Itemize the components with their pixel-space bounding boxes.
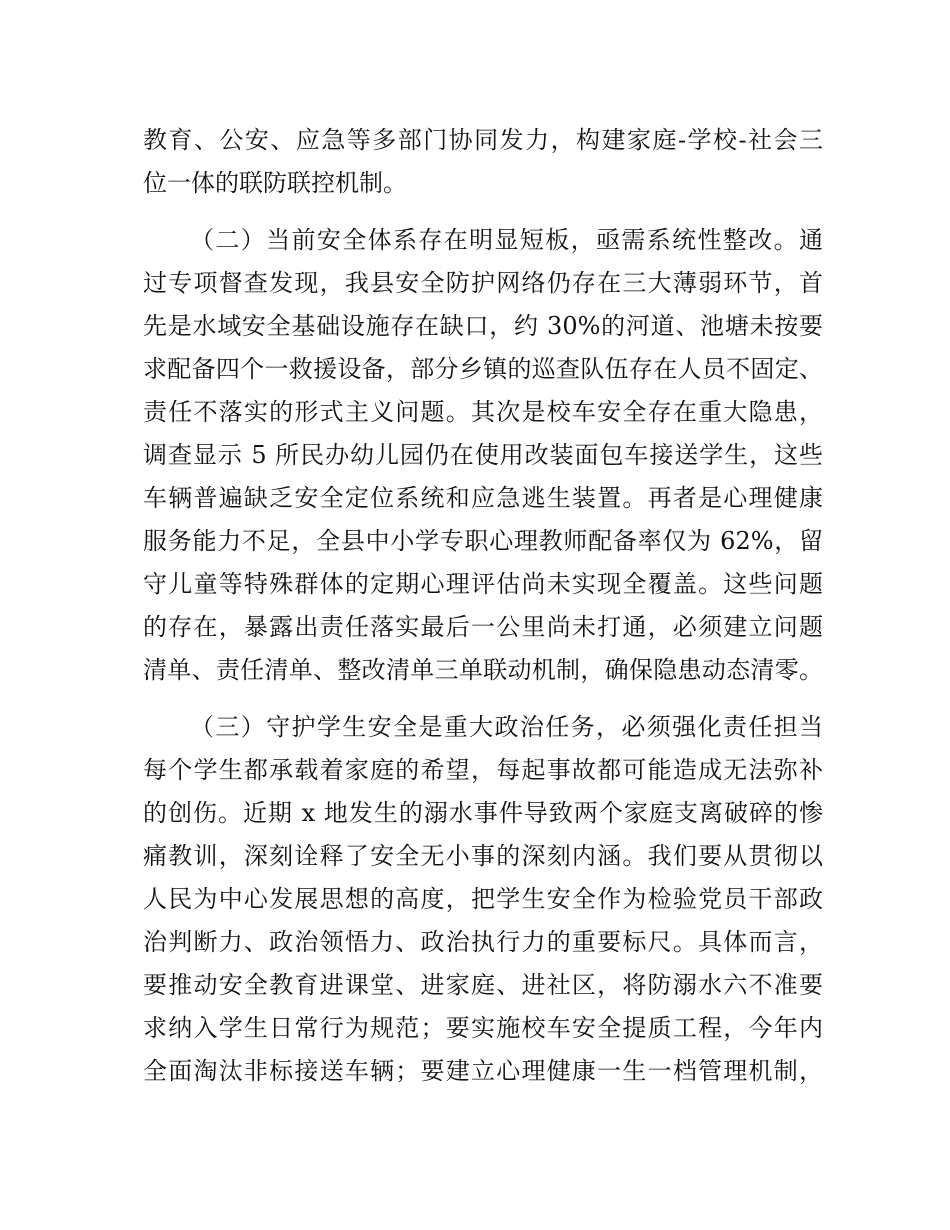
paragraph-line: 的创伤。近期 x 地发生的溺水事件导致两个家庭支离破碎的惨	[143, 799, 823, 827]
paragraph-line: 求纳入学生日常行为规范；要实施校车安全提质工程，今年内	[143, 1014, 823, 1042]
paragraph-line: 责任不落实的形式主义问题。其次是校车安全存在重大隐患，	[143, 398, 823, 426]
paragraph-line: 先是水域安全基础设施存在缺口，约 30%的河道、池塘未按要	[143, 312, 823, 340]
paragraph-line: 痛教训，深刻诠释了安全无小事的深刻内涵。我们要从贯彻以	[143, 842, 823, 870]
paragraph-line: 每个学生都承载着家庭的希望，每起事故都可能造成无法弥补	[143, 756, 823, 784]
paragraph-line: 车辆普遍缺乏安全定位系统和应急逃生装置。再者是心理健康	[143, 484, 823, 512]
paragraph-line: 人民为中心发展思想的高度，把学生安全作为检验党员干部政	[143, 885, 823, 913]
paragraph-line: 调查显示 5 所民办幼儿园仍在使用改装面包车接送学生，这些	[143, 441, 823, 469]
paragraph-line: 治判断力、政治领悟力、政治执行力的重要标尺。具体而言，	[143, 928, 823, 956]
paragraph-line: 位一体的联防联控机制。	[143, 169, 407, 197]
section-heading-line: （三）守护学生安全是重大政治任务，必须强化责任担当	[190, 713, 823, 741]
paragraph-line: 的存在，暴露出责任落实最后一公里尚未打通，必须建立问题	[143, 613, 823, 641]
paragraph-line: 求配备四个一救援设备，部分乡镇的巡查队伍存在人员不固定、	[143, 355, 823, 383]
paragraph-line: 全面淘汰非标接送车辆；要建立心理健康一生一档管理机制，	[143, 1057, 823, 1085]
section-heading-line: （二）当前安全体系存在明显短板，亟需系统性整改。通	[190, 226, 823, 254]
paragraph-line: 服务能力不足，全县中小学专职心理教师配备率仅为 62%，留	[143, 527, 823, 555]
paragraph-line: 清单、责任清单、整改清单三单联动机制，确保隐患动态清零。	[143, 656, 823, 684]
paragraph-line: 过专项督查发现，我县安全防护网络仍存在三大薄弱环节，首	[143, 269, 823, 297]
paragraph-line: 教育、公安、应急等多部门协同发力，构建家庭-学校-社会三	[143, 126, 823, 154]
paragraph-line: 要推动安全教育进课堂、进家庭、进社区，将防溺水六不准要	[143, 971, 823, 999]
paragraph-line: 守儿童等特殊群体的定期心理评估尚未实现全覆盖。这些问题	[143, 570, 823, 598]
